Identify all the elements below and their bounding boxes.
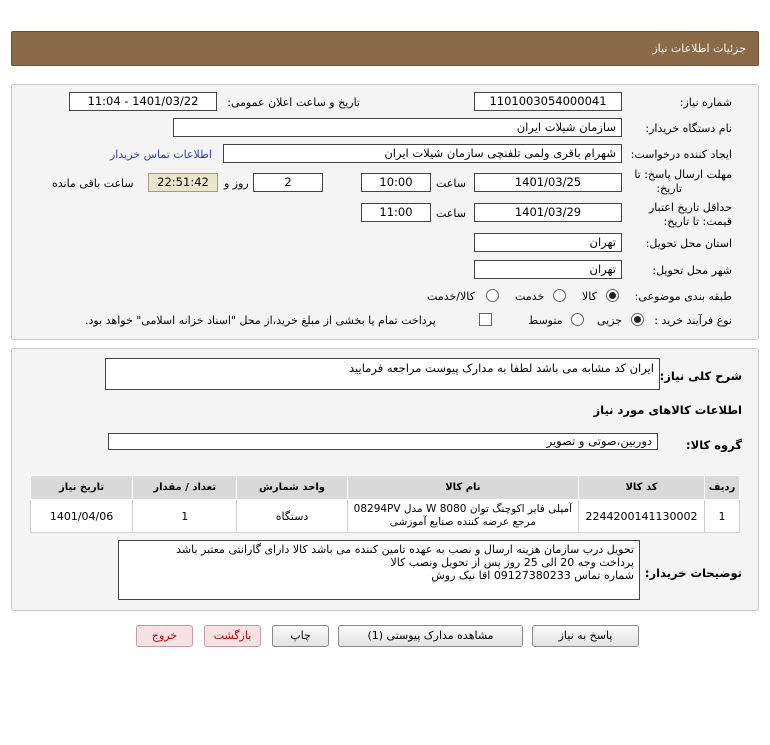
reply-deadline-label-2: تاریخ: [656,182,682,195]
need-number-label: شماره نیاز: [679,96,732,109]
reply-to-need-button[interactable]: پاسخ به نیاز [532,625,639,647]
delivery-province-field: تهران [474,233,622,252]
reply-time-label: ساعت [436,177,466,190]
goods-section-title: اطلاعات کالاهای مورد نیاز [593,403,742,417]
reply-deadline-label: مهلت ارسال پاسخ: تا [634,168,732,181]
goods-table-header [31,476,740,500]
buyer-note-line: شماره تماس 09127380233 اقا نیک روش [431,569,634,582]
goods-group-field: دوربین،صوتی و تصویر [108,433,658,450]
need-number-field: 1101003054000041 [474,92,622,111]
process-radio-medium[interactable] [571,313,584,326]
category-option-goods: کالا [582,290,597,303]
col-unit: واحد شمارش [237,476,347,500]
category-radio-goods-service[interactable] [486,289,499,302]
reply-date-field: 1401/03/25 [474,173,622,192]
category-option-goods-service: کالا/خدمت [427,290,475,303]
item-code: 2244200141130002 [579,500,705,533]
row-number: 1 [705,500,740,533]
buyer-note-line: تحویل درب سازمان هزینه ارسال و نصب به عهده تامین کننده می باشد کالا دارای گارانتی معتبر باشد [176,543,634,556]
category-label: طبقه بندی موضوعی: [634,290,732,303]
remaining-time-label: ساعت باقی مانده [52,177,134,190]
print-button[interactable]: چاپ [272,625,329,647]
buyer-org-field: سازمان شیلات ایران [173,118,622,137]
request-creator-label: ایجاد کننده درخواست: [630,148,732,161]
category-radio-service[interactable] [553,289,566,302]
goods-group-label: گروه کالا: [686,438,742,452]
view-attachments-button[interactable]: مشاهده مدارک پیوستی (1) [338,625,523,647]
summary-label: شرح کلی نیاز: [659,369,742,383]
days-remaining-field: 2 [253,173,323,192]
treasury-payment-checkbox[interactable] [479,313,492,326]
validity-date-field: 1401/03/29 [474,203,622,222]
price-validity-label-2: قیمت: تا تاریخ: [663,215,732,228]
buyer-note-line: پرداخت وجه 20 الی 25 روز پس از تحویل ونصب کالا [390,556,634,569]
category-option-service: خدمت [515,290,545,303]
col-date: تاریخ نیاز [31,476,133,500]
goods-table [30,475,740,533]
item-name: آمپلی فایر اکوچنگ توان W 8080 مدل 08294PV مرجع عرضه کننده صنایع آموزشی [347,500,578,533]
back-button[interactable]: بازگشت [204,625,261,647]
col-code: کد کالا [579,476,705,500]
item-date: 1401/04/06 [31,500,133,533]
item-qty: 1 [133,500,237,533]
validity-time-field: 11:00 [361,203,431,222]
delivery-city-field: تهران [474,260,622,279]
announce-datetime-label: تاریخ و ساعت اعلان عمومی: [227,96,360,109]
col-name: نام کالا [347,476,578,500]
announce-datetime-field: 1401/03/22 - 11:04 [69,92,217,111]
col-row: ردیف [705,476,740,500]
exit-button[interactable]: خروج [136,625,193,647]
buyer-contact-link[interactable]: اطلاعات تماس خریدار [110,148,212,161]
purchase-process-label: نوع فرآیند خرید : [654,314,732,327]
delivery-city-label: شهر محل تحویل: [652,264,732,277]
delivery-province-label: استان محل تحویل: [645,237,732,250]
item-unit: دستگاه [237,500,347,533]
days-label: روز و [224,177,249,190]
reply-time-field: 10:00 [361,173,431,192]
page-title: جزئیات اطلاعات نیاز [652,42,746,55]
page-header [11,31,759,66]
price-validity-label: حداقل تاریخ اعتبار [648,201,732,214]
category-radio-goods[interactable] [606,289,619,302]
validity-time-label: ساعت [436,207,466,220]
remaining-time-field: 22:51:42 [148,173,218,192]
process-option-medium: متوسط [528,314,563,327]
process-radio-minor[interactable] [631,313,644,326]
process-option-minor: جزیی [597,314,623,327]
request-creator-field: شهرام باقری ولمی تلفنچی سازمان شیلات ایران [223,144,622,163]
col-qty: تعداد / مقدار [133,476,237,500]
treasury-payment-note: پرداخت تمام یا بخشی از مبلغ خرید،از محل "اسناد خزانه اسلامی" خواهد بود. [85,314,436,327]
buyer-org-label: نام دستگاه خریدار: [645,122,732,135]
buyer-notes-label: توضیحات خریدار: [644,566,742,580]
buyer-notes-text [118,540,640,600]
table-row [31,500,740,533]
summary-text: ایران کد مشابه می باشد لطفا به مدارک پیوست مراجعه فرمایید [105,358,660,390]
